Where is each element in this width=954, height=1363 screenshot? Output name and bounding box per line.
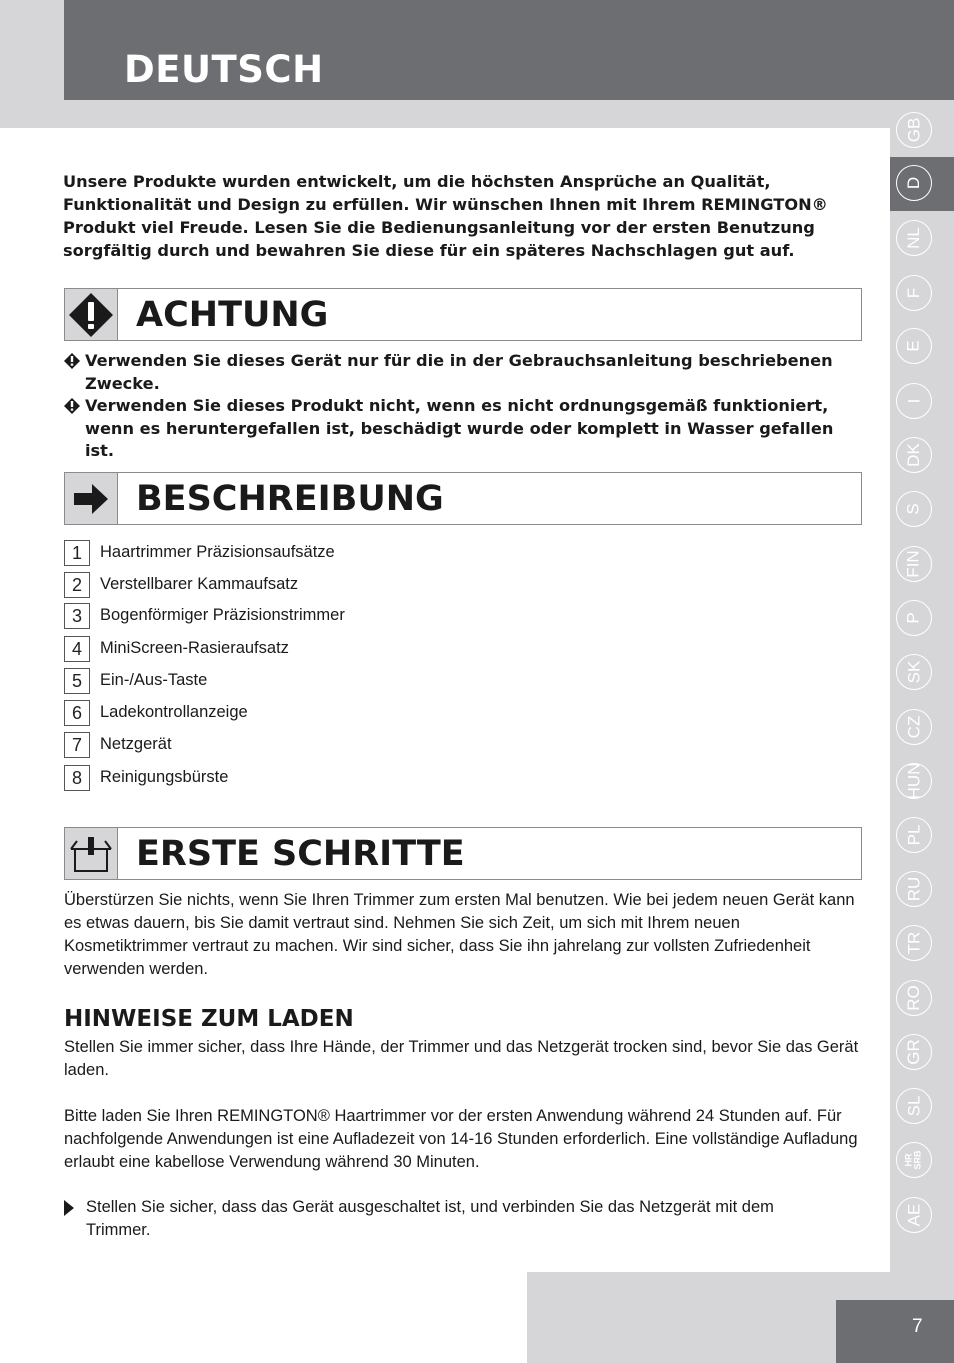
- language-tab-label: RO: [904, 985, 923, 1011]
- language-tab-nl[interactable]: [896, 220, 932, 256]
- language-tab-label: NL: [903, 227, 923, 249]
- laden-heading: HINWEISE ZUM LADEN: [64, 1006, 354, 1032]
- section-achtung-title: ACHTUNG: [136, 295, 329, 335]
- list-item: [64, 540, 464, 566]
- language-tab-cz[interactable]: [896, 709, 932, 745]
- top-strip: [64, 100, 890, 128]
- laden-paragraph-2: Bitte laden Sie Ihren REMINGTON® Haartrimmer vor der ersten Anwendung während 24 Stunden auf. Für nachfolgende Anwendungen ist eine Aufladezeit von 14-16 Stunden erforderlich. Eine vollständige Aufladung erlaubt eine kabellose Verwendung während 30 Minuten.: [64, 1107, 858, 1171]
- warning-text: Verwenden Sie dieses Produkt nicht, wenn es nicht ordnungsgemäß funktioniert, wenn es heruntergefallen ist, beschädigt wurde oder komplett in Wasser gefallen ist.: [85, 396, 834, 460]
- language-tab-label: CZ: [903, 715, 923, 739]
- language-tab-label: SK: [904, 660, 923, 684]
- language-tab-ro[interactable]: [896, 980, 932, 1016]
- part-number: 2: [64, 572, 90, 598]
- part-label: Haartrimmer Präzisionsaufsätze: [100, 543, 335, 561]
- part-label: Reinigungsbürste: [100, 768, 229, 786]
- list-item: [64, 603, 464, 629]
- erste-schritte-text: Überstürzen Sie nichts, wenn Sie Ihren Trimmer zum ersten Mal benutzen. Wie bei jedem neuen Gerät kann es etwas dauern, bis Sie damit vertraut sind. Nehmen Sie sich Zeit, um sich mit Ihrem neuen Kosmetiktrimmer vertraut zu machen. Wir sind sicher, dass Sie ihn jahrelang zur vollsten Zufriedenheit verwenden werden.: [64, 891, 855, 978]
- language-tab-label: S: [904, 503, 923, 515]
- language-tab-label: I: [903, 398, 923, 404]
- list-item: [64, 765, 464, 791]
- page-title: DEUTSCH: [124, 48, 324, 91]
- box-icon: [65, 828, 118, 879]
- language-tab-e[interactable]: [896, 328, 932, 364]
- language-tab-ae[interactable]: [896, 1197, 932, 1233]
- list-item: [64, 700, 464, 726]
- part-number: 5: [64, 668, 90, 694]
- language-tab-sk[interactable]: [896, 654, 932, 690]
- language-tab-label: HR SRB: [903, 1150, 923, 1170]
- language-tab-hr-srb[interactable]: [896, 1142, 932, 1178]
- language-tab-gb[interactable]: [896, 112, 932, 148]
- section-beschreibung-header: [64, 472, 862, 525]
- language-tab-label: F: [903, 287, 923, 299]
- language-tab-i[interactable]: [896, 383, 932, 419]
- language-tab-label: E: [904, 340, 923, 352]
- language-tab-label: SL: [903, 1095, 923, 1117]
- part-label: Ein-/Aus-Taste: [100, 671, 208, 689]
- section-erste-schritte-header: [64, 827, 862, 880]
- language-tab-s[interactable]: [896, 491, 932, 527]
- step-text: Stellen Sie sicher, dass das Gerät ausgeschaltet ist, und verbinden Sie das Netzgerät mit dem Trimmer.: [86, 1198, 774, 1239]
- list-item: [64, 572, 464, 598]
- intro-text: Unsere Produkte wurden entwickelt, um die höchsten Ansprüche an Qualität, Funktionalität und Design zu erfüllen. Wir wünschen Ihnen mit Ihrem REMINGTON® Produkt viel Freude. Lesen Sie die Bedienungsanleitung vor der ersten Benutzung sorgfältig durch und bewahren Sie diese für ein späteres Nachschlagen gut auf.: [63, 172, 828, 260]
- language-tab-label: RU: [904, 876, 923, 902]
- warning-bullet-icon: [64, 353, 80, 369]
- language-tab-ru[interactable]: [896, 871, 932, 907]
- part-label: Bogenförmiger Präzisionstrimmer: [100, 606, 345, 624]
- warning-bullet-icon: [64, 398, 80, 414]
- laden-paragraph-1: Stellen Sie immer sicher, dass Ihre Hände, der Trimmer und das Netzgerät trocken sind, bevor Sie das Gerät laden.: [64, 1038, 859, 1079]
- part-number: 4: [64, 636, 90, 662]
- part-label: MiniScreen-Rasieraufsatz: [100, 639, 289, 657]
- part-number: 8: [64, 765, 90, 791]
- warning-text: Verwenden Sie dieses Gerät nur für die in der Gebrauchsanleitung beschriebenen Zwecke.: [85, 351, 833, 393]
- warning-item: [64, 395, 864, 463]
- page-number-box: [836, 1300, 954, 1363]
- language-tab-fin[interactable]: [896, 546, 932, 582]
- language-tab-label: TR: [903, 931, 923, 955]
- language-tab-p[interactable]: [896, 600, 932, 636]
- warning-icon: [65, 289, 118, 340]
- language-tab-label: DK: [904, 443, 923, 467]
- part-number: 7: [64, 732, 90, 758]
- section-achtung-header: [64, 288, 862, 341]
- language-tab-d[interactable]: [896, 165, 932, 201]
- top-left-block: [0, 0, 64, 128]
- language-tab-label: FIN: [903, 550, 923, 578]
- language-tab-label: D: [904, 176, 923, 190]
- section-erste-schritte-title: ERSTE SCHRITTE: [136, 834, 465, 874]
- triangle-bullet-icon: [64, 1200, 74, 1216]
- list-item: [64, 636, 464, 662]
- language-tab-pl[interactable]: [896, 817, 932, 853]
- language-tab-dk[interactable]: [896, 437, 932, 473]
- step-item: [64, 1196, 824, 1242]
- language-tab-label: PL: [903, 824, 923, 846]
- part-label: Netzgerät: [100, 735, 172, 753]
- language-tab-label: HUN: [904, 762, 923, 800]
- warning-item: [64, 350, 864, 395]
- language-tab-hun[interactable]: [896, 763, 932, 799]
- language-tab-label: GR: [904, 1039, 923, 1065]
- language-tab-label: GB: [904, 117, 923, 143]
- part-number: 6: [64, 700, 90, 726]
- language-tab-label: P: [904, 612, 923, 624]
- language-tab-gr[interactable]: [896, 1034, 932, 1070]
- part-label: Verstellbarer Kammaufsatz: [100, 575, 299, 593]
- arrow-right-icon: [65, 473, 118, 524]
- list-item: [64, 668, 464, 694]
- language-tab-label: AE: [904, 1203, 923, 1227]
- section-beschreibung-title: BESCHREIBUNG: [136, 479, 444, 519]
- part-label: Ladekontrollanzeige: [100, 703, 248, 721]
- language-tab-f[interactable]: [896, 275, 932, 311]
- list-item: [64, 732, 464, 758]
- part-number: 1: [64, 540, 90, 566]
- language-tab-sl[interactable]: [896, 1088, 932, 1124]
- page-number: 7: [912, 1316, 923, 1337]
- part-number: 3: [64, 603, 90, 629]
- language-tab-tr[interactable]: [896, 925, 932, 961]
